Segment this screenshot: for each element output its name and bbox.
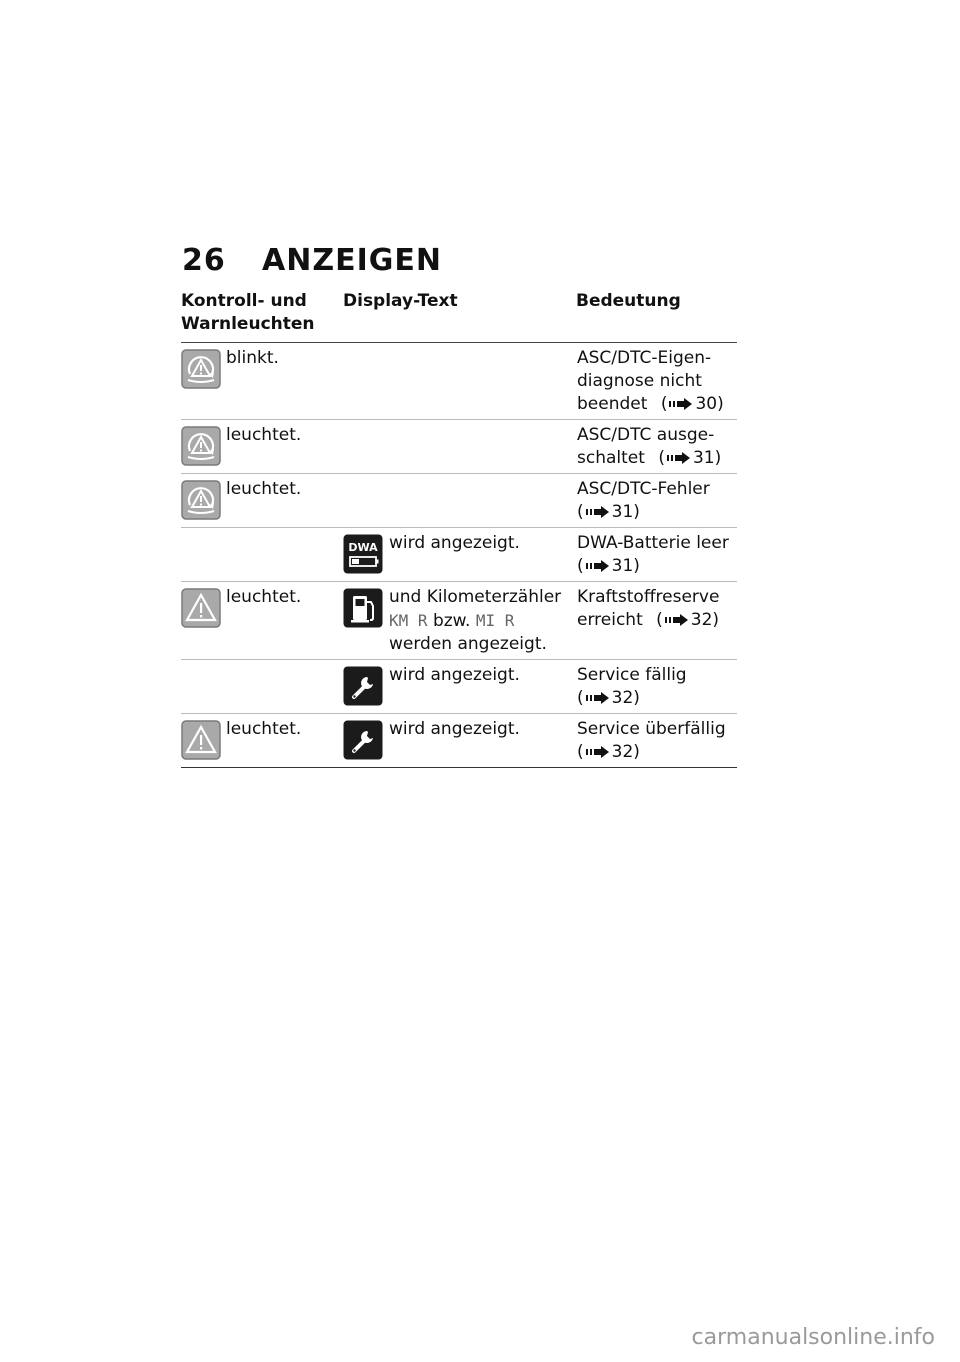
reference-arrow-icon [586,560,610,572]
meaning-cell [574,343,737,420]
reference-page: 31 [611,502,634,522]
header-display-text: Display-Text [341,290,574,343]
wrench-icon [343,666,383,706]
table-header-row [181,290,737,343]
warning-light-status: leuchtet. [226,479,302,499]
dwa-battery-icon [343,534,383,574]
warning-light-status: leuchtet. [226,719,302,739]
display-text-connector: bzw. [432,611,471,631]
table-row [181,660,737,714]
reference-arrow-icon [667,452,691,464]
table-row [181,474,737,528]
meaning-text: Service überfällig [577,719,726,739]
page-reference[interactable]: ( 31) [658,448,722,468]
header-meaning: Bedeutung [574,290,737,343]
display-text-line3: werden angezeigt. [389,634,547,654]
page-reference[interactable]: ( 32) [577,688,640,708]
display-text: wird angezeigt. [389,719,520,739]
page-reference[interactable]: ( 32) [577,742,640,762]
reference-arrow-icon [669,398,693,410]
reference-arrow-icon [586,506,610,518]
reference-page: 32 [611,688,634,708]
general-warning-icon [181,720,221,760]
table-row [181,528,737,582]
meaning-cell [574,474,737,528]
page-reference[interactable]: ( 31) [577,556,640,576]
fuel-pump-icon [343,588,383,628]
meaning-text: Kraftstoffreserve erreicht [577,587,720,630]
meaning-cell [574,660,737,714]
reference-page: 32 [690,610,713,630]
table-row [181,420,737,474]
meaning-text: ASC/DTC-Eigen-diagnose nicht beendet [577,348,712,414]
display-code-km: KM R [389,611,428,630]
meaning-cell [574,420,737,474]
reference-arrow-icon [665,614,689,626]
wrench-icon [343,720,383,760]
display-text: wird angezeigt. [389,533,520,553]
reference-page: 31 [692,448,715,468]
meaning-text: Service fällig [577,665,687,685]
meaning-text: DWA-Batterie leer [577,533,729,553]
meaning-text: ASC/DTC-Fehler [577,479,710,499]
page-header [182,240,442,280]
section-title: ANZEIGEN [262,242,442,278]
meaning-cell [574,582,737,660]
asc-warning-icon [181,426,221,466]
page-reference[interactable]: ( 31) [577,502,640,522]
reference-arrow-icon [586,692,610,704]
general-warning-icon [181,588,221,628]
page-number: 26 [182,242,226,278]
reference-arrow-icon [586,746,610,758]
meaning-cell [574,528,737,582]
asc-warning-icon [181,480,221,520]
reference-page: 31 [611,556,634,576]
page-reference[interactable]: ( 32) [656,610,720,630]
warning-light-status: leuchtet. [226,425,302,445]
watermark: carmanualsonline.info [691,1325,935,1350]
indicator-table [181,290,737,768]
table-row [181,714,737,768]
page-reference[interactable]: ( 30) [660,394,724,414]
header-warning-lights: Kontroll- und Warnleuchten [181,290,341,343]
warning-light-status: leuchtet. [226,587,302,607]
display-text [389,586,561,656]
meaning-cell [574,714,737,768]
reference-page: 32 [611,742,634,762]
table-row [181,343,737,420]
meaning-text: ASC/DTC ausge-schaltet [577,425,715,468]
display-text-line1: und Kilometerzähler [389,587,562,607]
warning-light-status: blinkt. [226,348,279,368]
reference-page: 30 [695,394,718,414]
table-row [181,582,737,660]
asc-warning-icon [181,349,221,389]
display-code-mi: MI R [475,611,515,630]
display-text: wird angezeigt. [389,665,520,685]
